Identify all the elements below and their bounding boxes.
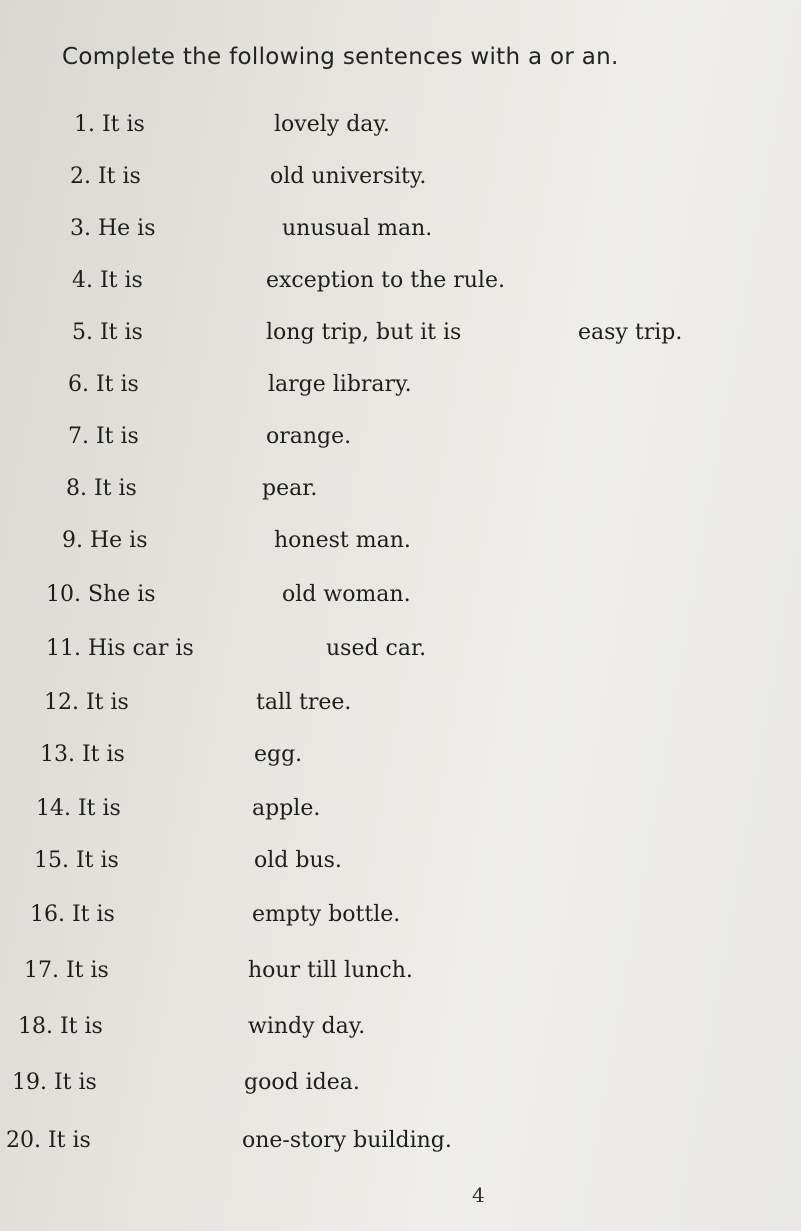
sentence-end: long trip, but it is	[266, 320, 462, 345]
sentence-start: 12. It is	[44, 690, 129, 715]
sentence-end: apple.	[252, 796, 321, 821]
sentence-end: lovely day.	[274, 112, 390, 137]
sentence-start: 5. It is	[72, 320, 143, 345]
sentence-start: 10. She is	[46, 582, 156, 607]
sentence-end: old woman.	[282, 582, 411, 607]
sentence-start: 15. It is	[34, 848, 119, 873]
sentence-end: honest man.	[274, 528, 411, 553]
sentence-start: 9. He is	[62, 528, 148, 553]
sentence-start: 8. It is	[66, 476, 137, 501]
sentence-start: 2. It is	[70, 164, 141, 189]
sentence-end-second-clause: easy trip.	[578, 320, 683, 345]
sentence-end: used car.	[326, 636, 427, 661]
sentence-end: windy day.	[248, 1014, 366, 1039]
instruction-heading: Complete the following sentences with a or an.	[62, 44, 619, 70]
sentence-end: old bus.	[254, 848, 342, 873]
sentence-start: 14. It is	[36, 796, 121, 821]
sentence-start: 18. It is	[18, 1014, 103, 1039]
sentence-end: orange.	[266, 424, 352, 449]
sentence-start: 19. It is	[12, 1070, 97, 1095]
sentence-start: 3. He is	[70, 216, 156, 241]
sentence-start: 17. It is	[24, 958, 109, 983]
sentence-end: pear.	[262, 476, 318, 501]
sentence-end: unusual man.	[282, 216, 433, 241]
sentence-start: 4. It is	[72, 268, 143, 293]
sentence-end: tall tree.	[256, 690, 352, 715]
sentence-end: exception to the rule.	[266, 268, 505, 293]
sentence-end: large library.	[268, 372, 412, 397]
sentence-end: empty bottle.	[252, 902, 401, 927]
sentence-start: 13. It is	[40, 742, 125, 767]
sentence-end: good idea.	[244, 1070, 360, 1095]
sentence-start: 7. It is	[68, 424, 139, 449]
sentence-start: 16. It is	[30, 902, 115, 927]
sentence-end: hour till lunch.	[248, 958, 413, 983]
page-number: 4	[472, 1183, 485, 1207]
sentence-end: old university.	[270, 164, 427, 189]
sentence-start: 6. It is	[68, 372, 139, 397]
sentence-start: 20. It is	[6, 1128, 91, 1153]
sentence-end: one-story building.	[242, 1128, 452, 1153]
sentence-start: 1. It is	[74, 112, 145, 137]
sentence-end: egg.	[254, 742, 303, 767]
sentence-start: 11. His car is	[46, 636, 194, 661]
